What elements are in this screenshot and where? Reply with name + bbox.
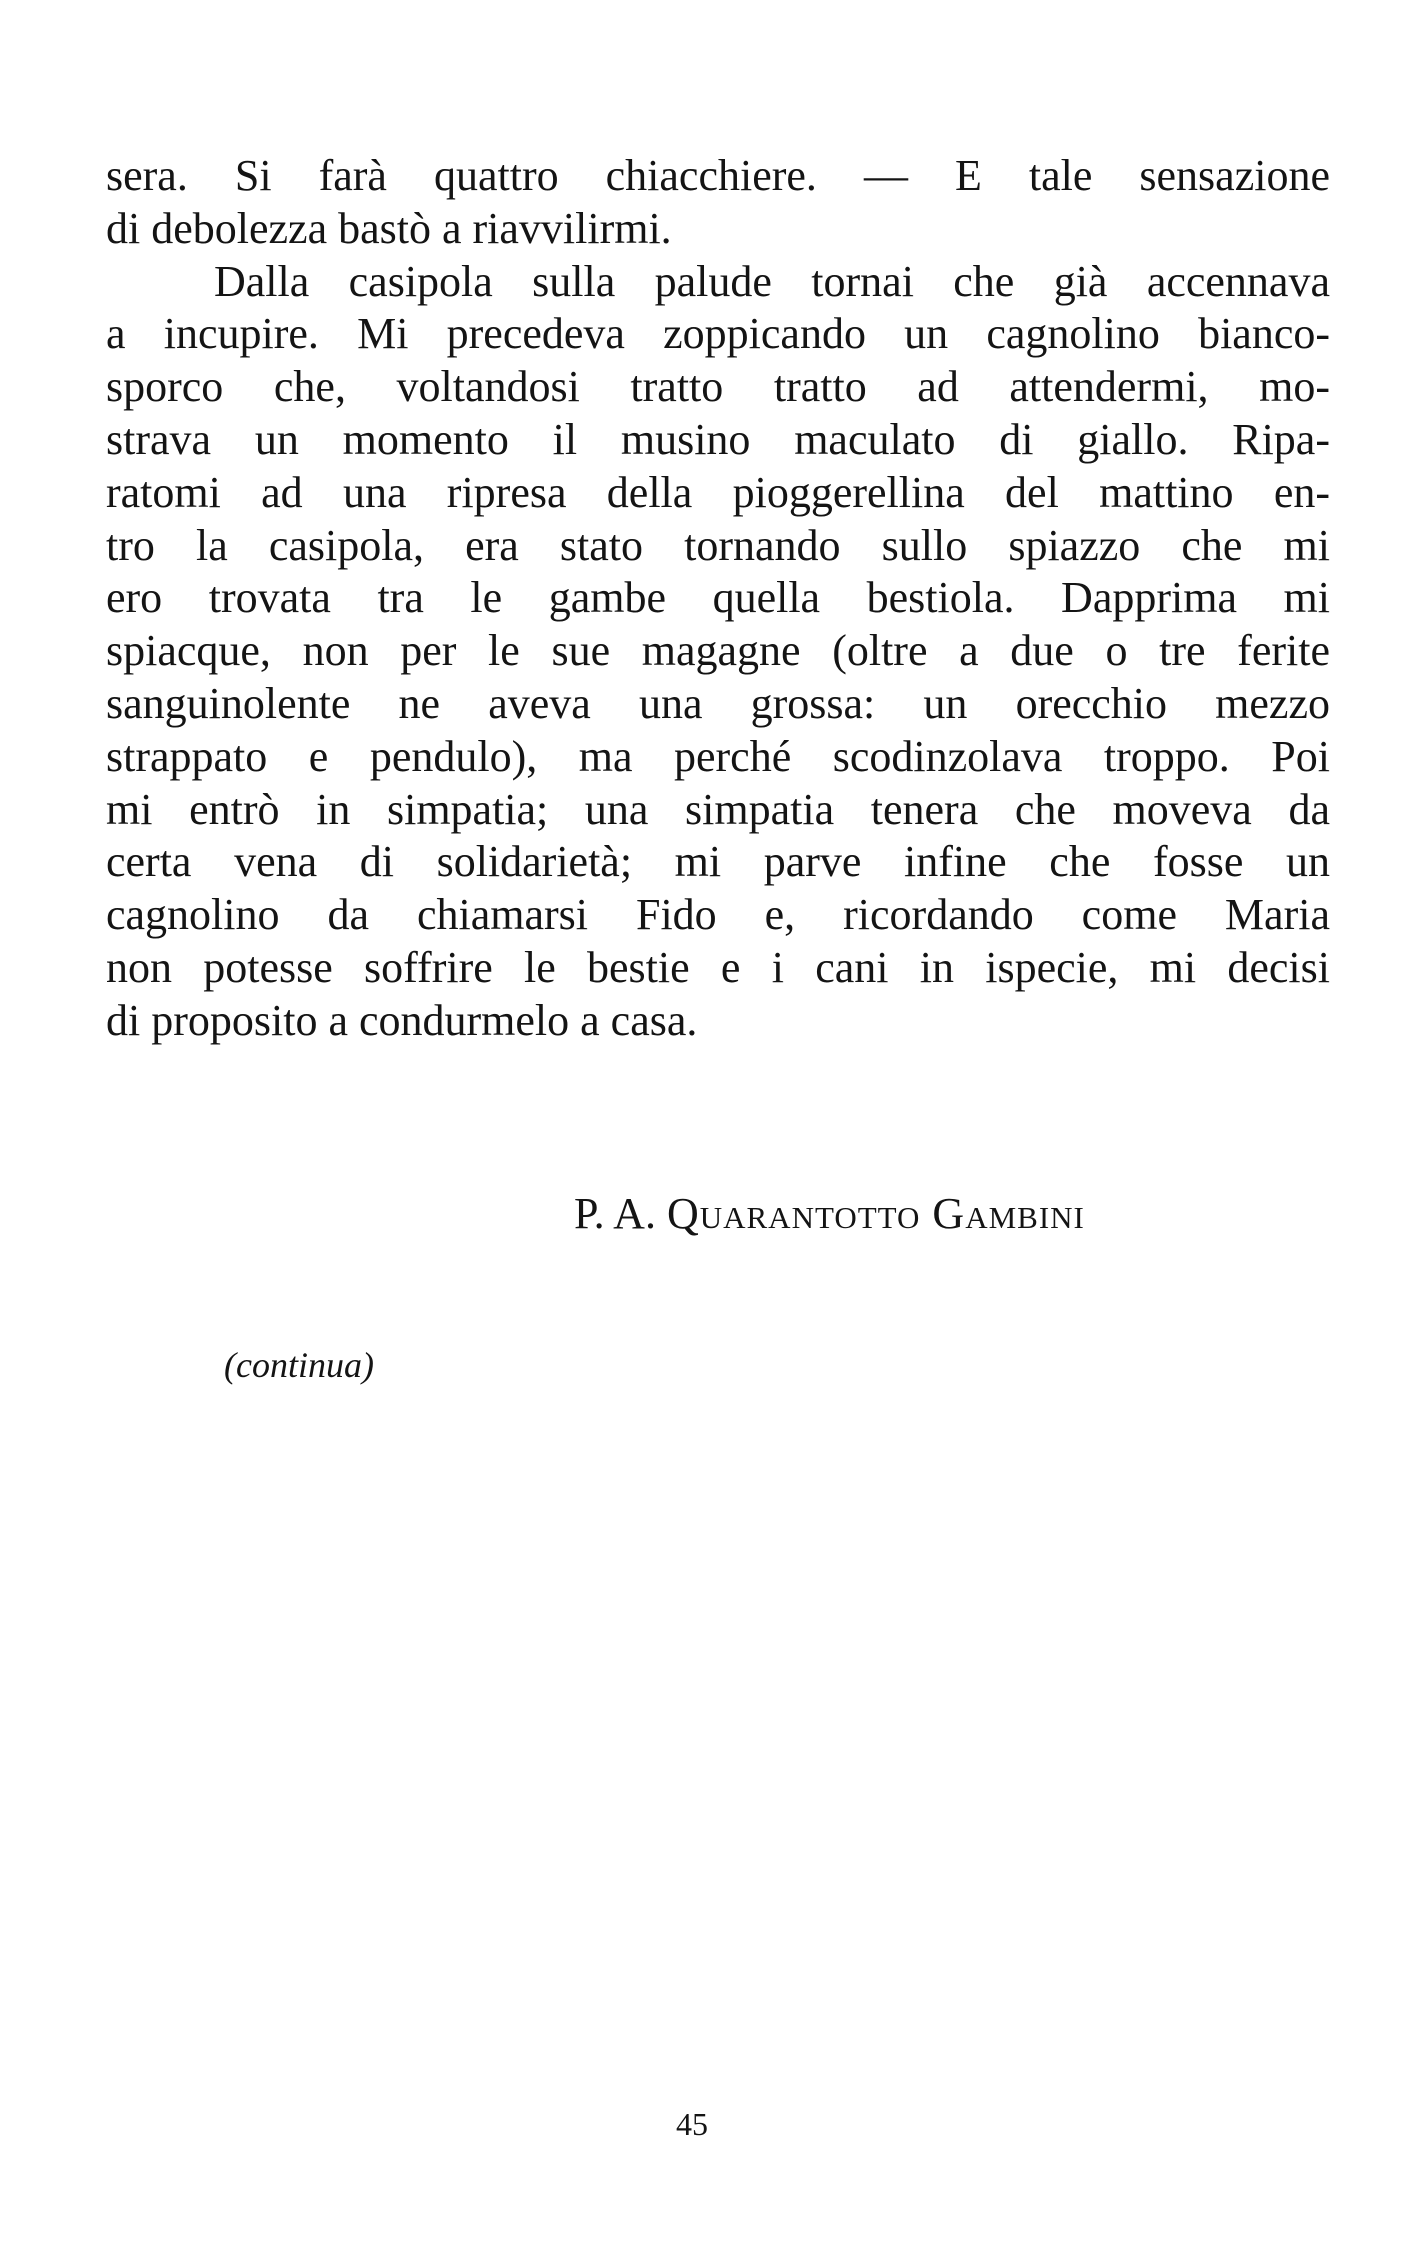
text-line: mi entrò in simpatia; una simpatia tenera che moveva da [106, 784, 1330, 834]
text-line: strappato e pendulo), ma perché scodinzolava troppo. Poi [106, 731, 1330, 781]
text-line: non potesse soffrire le bestie e i cani in ispecie, mi decisi [106, 942, 1330, 992]
author-signature [574, 1188, 1085, 1240]
continued-note: (continua) [224, 1345, 374, 1385]
text-line: Dalla casipola sulla palude tornai che già accennava [214, 256, 1330, 306]
text-line: ero trovata tra le gambe quella bestiola. Dapprima mi [106, 573, 1330, 623]
text-line: sera. Si farà quattro chiacchiere. — E tale sensazione [106, 151, 1330, 200]
text-line: sporco che, voltandosi tratto tratto ad attendermi, mo- [106, 362, 1330, 412]
text-line: di debolezza bastò a riavvilirmi. [106, 203, 672, 253]
signature-name: Quarantotto Gambini [666, 1189, 1085, 1238]
text-line: certa vena di solidarietà; mi parve infine che fosse un [106, 837, 1330, 887]
body-text [106, 150, 1330, 1048]
text-line: ratomi ad una ripresa della pioggerellina del mattino en- [106, 467, 1330, 517]
text-line: di proposito a condurmelo a casa. [106, 995, 698, 1045]
text-line: tro la casipola, era stato tornando sullo spiazzo che mi [106, 520, 1330, 570]
text-line: sanguinolente ne aveva una grossa: un orecchio mezzo [106, 678, 1330, 728]
text-line: cagnolino da chiamarsi Fido e, ricordando come Maria [106, 890, 1330, 940]
signature-initials: P. A. [574, 1189, 656, 1238]
text-line: a incupire. Mi precedeva zoppicando un cagnolino bianco- [106, 309, 1330, 359]
text-line: spiacque, non per le sue magagne (oltre a due o tre ferite [106, 626, 1330, 676]
page-number: 45 [676, 2106, 708, 2142]
text-line: strava un momento il musino maculato di giallo. Ripa- [106, 414, 1330, 464]
